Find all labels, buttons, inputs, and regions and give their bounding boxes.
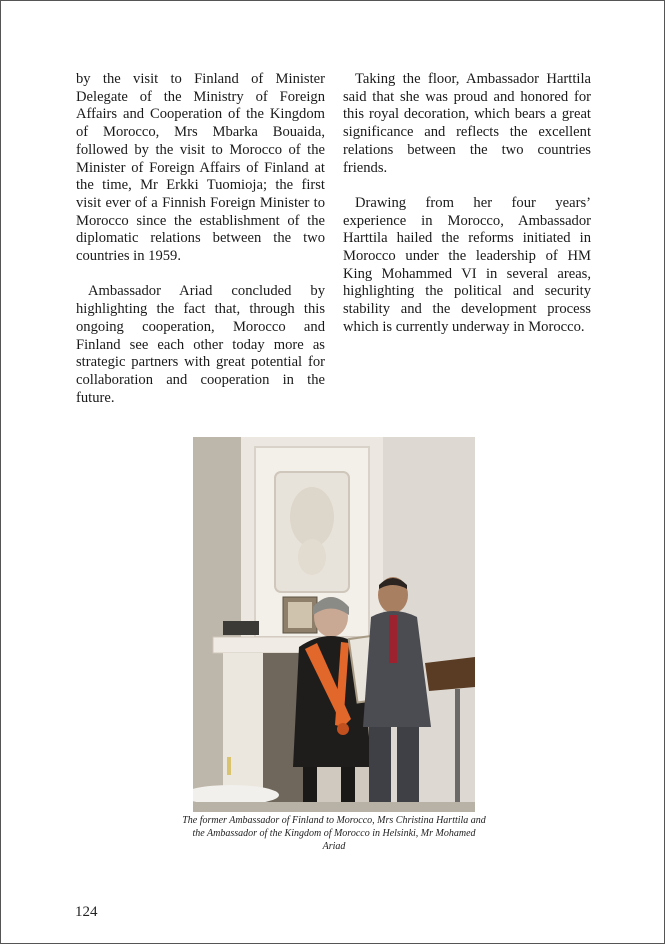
left-text-column bbox=[76, 71, 325, 425]
right-paragraph-2: Drawing from her four years’ experience in Morocco, Ambassador Harttila hailed the reforms initiated in Morocco under the leadership of HM King Mohammed VI in several areas, highlighting the political and security stability and the development process which is currently underway in Morocco. bbox=[343, 194, 591, 335]
right-text-column bbox=[343, 71, 591, 354]
left-paragraph-2: Ambassador Ariad concluded by highlighting the fact that, through this ongoing cooperation, Morocco and Finland see each other today more as strategic partners with great potential for collaboration and cooperation in the future. bbox=[76, 283, 325, 406]
left-paragraph-1: by the visit to Finland of Minister Delegate of the Ministry of Foreign Affairs and Cooperation of the Kingdom of Morocco, Mrs Mbarka Bouaida, followed by the visit to Morocco of the Minister of Foreign Affairs of Finland at the time, Mr Erkki Tuomioja; the first visit ever of a Finnish Foreign Minister to Morocco since the establishment of the diplomatic relations between the two countries in 1959. bbox=[76, 71, 325, 265]
photo-caption: The former Ambassador of Finland to Morocco, Mrs Christina Harttila and the Ambassador of the Kingdom of Morocco in Helsinki, Mr Mohamed Ariad bbox=[182, 815, 486, 852]
ceremony-photo bbox=[193, 437, 475, 812]
right-paragraph-1: Taking the floor, Ambassador Harttila said that she was proud and honored for this royal decoration, which bears a great significance and reflects the excellent relations between the two countries friends. bbox=[343, 71, 591, 176]
page-number: 124 bbox=[75, 904, 98, 920]
